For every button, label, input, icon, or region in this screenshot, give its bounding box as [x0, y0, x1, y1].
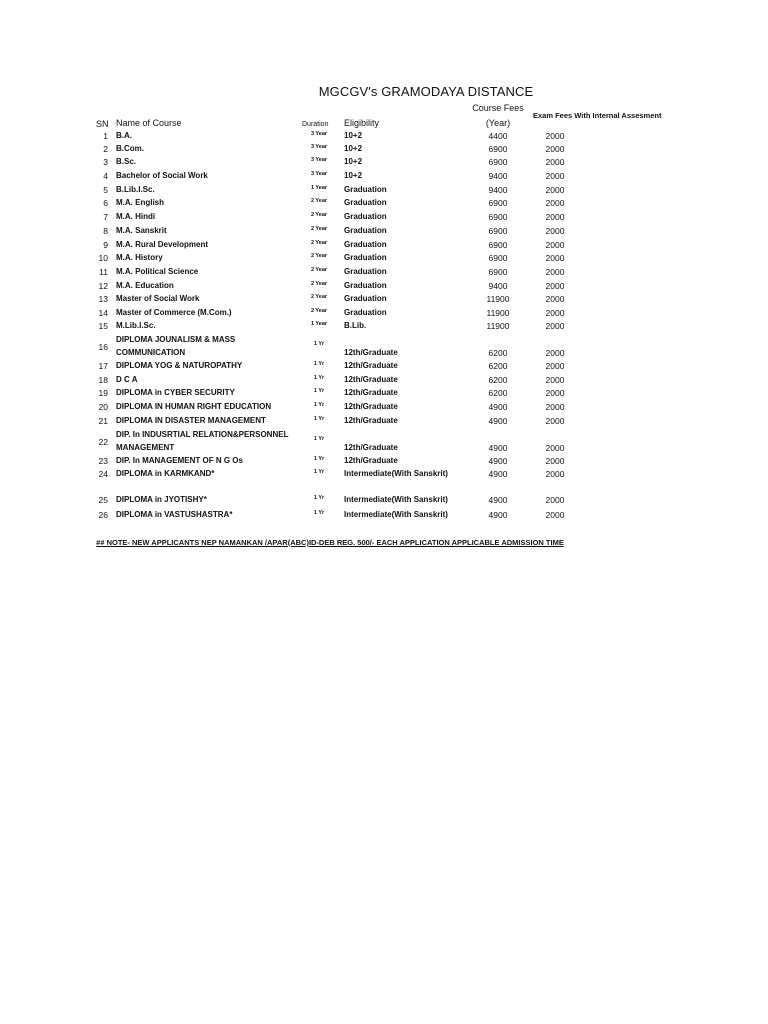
row-course-name: B.Sc. [116, 157, 137, 166]
row-exam-fee: 2000 [545, 456, 565, 466]
row-sn: 25 [98, 495, 108, 505]
row-course-name: DIPLOMA in JYOTISHY* [116, 495, 207, 504]
row-exam-fee: 2000 [545, 240, 565, 250]
row-course-fee: 4900 [488, 456, 508, 466]
header-fees-line2: (Year) [485, 118, 511, 128]
row-sn: 4 [103, 171, 108, 181]
row-course-fee: 6900 [488, 157, 508, 167]
row-sn: 5 [103, 185, 108, 195]
row-exam-fee: 2000 [545, 294, 565, 304]
row-sn: 9 [103, 240, 108, 250]
row-eligibility: 12th/Graduate [344, 402, 398, 411]
row-eligibility: 10+2 [344, 157, 363, 166]
row-course-fee: 6200 [488, 361, 508, 371]
row-course-name: M.A. Education [116, 281, 174, 290]
row-course-name: DIPLOMA in CYBER SECURITY [116, 388, 235, 397]
row-eligibility: 10+2 [344, 144, 363, 153]
row-duration: 1 Yr [313, 388, 325, 394]
row-eligibility: 12th/Graduate [344, 388, 398, 397]
row-course-name: M.A. Political Science [116, 267, 199, 276]
page-title [0, 84, 768, 99]
row-duration: 1 Yr [313, 456, 325, 462]
row-course-fee: 11900 [486, 294, 510, 304]
row-exam-fee: 2000 [545, 212, 565, 222]
row-course-fee: 4400 [488, 131, 508, 141]
row-exam-fee: 2000 [545, 469, 565, 479]
row-exam-fee: 2000 [545, 171, 565, 181]
row-eligibility: Intermediate(With Sanskrit) [344, 510, 448, 519]
row-course-fee: 6900 [488, 198, 508, 208]
row-sn: 14 [98, 308, 108, 318]
row-sn: 13 [98, 294, 108, 304]
row-sn: 1 [103, 131, 108, 141]
row-course-name: B.A. [116, 131, 132, 140]
row-course-fee: 11900 [486, 321, 510, 331]
row-course-name: Master of Social Work [116, 294, 200, 303]
row-course-name: M.A. History [116, 253, 163, 262]
row-course-name: DIPLOMA YOG & NATUROPATHY [116, 361, 243, 370]
row-eligibility: Graduation [344, 294, 387, 303]
row-eligibility: Graduation [344, 185, 387, 194]
row-eligibility: 12th/Graduate [344, 443, 398, 452]
row-sn: 10 [98, 253, 108, 263]
row-duration: 2 Year [310, 267, 328, 273]
row-eligibility: 10+2 [344, 171, 363, 180]
row-course-name: DIPLOMA in KARMKAND* [116, 469, 215, 478]
row-course-name: DIP. In INDUSRTIAL RELATION&PERSONNEL [116, 430, 289, 439]
row-exam-fee: 2000 [545, 361, 565, 371]
row-exam-fee: 2000 [545, 157, 565, 167]
row-course-fee: 4900 [488, 495, 508, 505]
row-exam-fee: 2000 [545, 198, 565, 208]
row-duration: 2 Year [310, 308, 328, 314]
row-course-fee: 4900 [488, 416, 508, 426]
row-eligibility: 12th/Graduate [344, 456, 398, 465]
row-exam-fee: 2000 [545, 131, 565, 141]
row-duration: 3 Year [310, 171, 328, 177]
row-course-name: B.Com. [116, 144, 144, 153]
row-course-fee: 6900 [488, 144, 508, 154]
row-sn: 8 [103, 226, 108, 236]
row-duration: 3 Year [310, 144, 328, 150]
row-exam-fee: 2000 [545, 267, 565, 277]
row-duration: 1 Yr [313, 510, 325, 516]
row-duration: 2 Year [310, 226, 328, 232]
row-sn: 15 [98, 321, 108, 331]
row-course-name: DIPLOMA IN HUMAN RIGHT EDUCATION [116, 402, 272, 411]
row-course-fee: 6900 [488, 253, 508, 263]
row-duration: 1 Yr [313, 361, 325, 367]
row-course-fee: 6900 [488, 226, 508, 236]
row-course-name: M.A. Hindi [116, 212, 156, 221]
row-eligibility: Intermediate(With Sanskrit) [344, 495, 448, 504]
row-course-name: D C A [116, 375, 138, 384]
row-exam-fee: 2000 [545, 495, 565, 505]
row-sn: 12 [98, 281, 108, 291]
row-sn: 16 [98, 342, 108, 352]
row-course-fee: 4900 [488, 402, 508, 412]
header-duration: Duration [302, 121, 329, 128]
row-sn: 21 [98, 416, 108, 426]
row-exam-fee: 2000 [545, 308, 565, 318]
row-eligibility: Graduation [344, 281, 387, 290]
row-eligibility: Graduation [344, 212, 387, 221]
row-exam-fee: 2000 [545, 416, 565, 426]
row-sn: 24 [98, 469, 108, 479]
row-course-fee: 6900 [488, 267, 508, 277]
header-eligibility: Eligibility [344, 118, 380, 128]
row-course-fee: 9400 [488, 185, 508, 195]
row-course-name: Master of Commerce (M.Com.) [116, 308, 232, 317]
row-duration: 2 Year [310, 294, 328, 300]
row-eligibility: Graduation [344, 308, 387, 317]
row-duration: 1 Yr [313, 341, 325, 347]
row-exam-fee: 2000 [545, 185, 565, 195]
row-course-name-line2: COMMUNICATION [116, 348, 186, 357]
row-duration: 1 Year [310, 185, 328, 191]
page-title-text: MGCGV's GRAMODAYA DISTANCE [318, 84, 534, 99]
row-sn: 22 [98, 437, 108, 447]
row-course-fee: 9400 [488, 171, 508, 181]
row-course-name: DIP. In MANAGEMENT OF N G Os [116, 456, 243, 465]
row-duration: 2 Year [310, 198, 328, 204]
row-eligibility: 12th/Graduate [344, 361, 398, 370]
row-eligibility: 10+2 [344, 131, 363, 140]
row-sn: 7 [103, 212, 108, 222]
row-eligibility: Graduation [344, 267, 387, 276]
row-course-name: DIPLOMA JOUNALISM & MASS [116, 335, 236, 344]
row-duration: 1 Yr [313, 375, 325, 381]
row-eligibility: Intermediate(With Sanskrit) [344, 469, 448, 478]
row-duration: 1 Yr [313, 469, 325, 475]
row-eligibility: Graduation [344, 198, 387, 207]
row-eligibility: 12th/Graduate [344, 375, 398, 384]
row-course-fee: 6200 [488, 388, 508, 398]
row-sn: 20 [98, 402, 108, 412]
row-exam-fee: 2000 [545, 443, 565, 453]
row-sn: 18 [98, 375, 108, 385]
row-sn: 11 [99, 267, 108, 277]
row-sn: 26 [98, 510, 108, 520]
row-duration: 3 Year [310, 157, 328, 163]
row-exam-fee: 2000 [545, 402, 565, 412]
row-course-name: Bachelor of Social Work [116, 171, 208, 180]
row-duration: 2 Year [310, 253, 328, 259]
row-course-fee: 4900 [488, 510, 508, 520]
row-course-fee: 6200 [488, 348, 508, 358]
note [0, 538, 768, 547]
row-sn: 23 [98, 456, 108, 466]
row-course-fee: 9400 [488, 281, 508, 291]
row-exam-fee: 2000 [545, 375, 565, 385]
header-fees-line1: Course Fees [472, 103, 524, 113]
row-eligibility: Graduation [344, 240, 387, 249]
row-sn: 3 [103, 157, 108, 167]
row-sn: 17 [98, 361, 108, 371]
row-eligibility: B.Lib. [344, 321, 367, 330]
row-duration: 1 Yr [313, 495, 325, 501]
row-duration: 2 Year [310, 212, 328, 218]
row-course-fee: 6900 [488, 240, 508, 250]
note-text: ## NOTE- NEW APPLICANTS NEP NAMANKAN /APAR(ABC)ID-DEB REG. 500/- EACH APPLICATION APPLICABLE ADMISSION TIME [96, 538, 564, 547]
row-course-fee: 4900 [488, 469, 508, 479]
row-eligibility: 12th/Graduate [344, 348, 398, 357]
row-course-name: M.Lib.I.Sc. [116, 321, 156, 330]
row-eligibility: Graduation [344, 226, 387, 235]
row-duration: 1 Yr [313, 402, 325, 408]
row-eligibility: Graduation [344, 253, 387, 262]
row-course-name: M.A. English [116, 198, 164, 207]
row-exam-fee: 2000 [545, 321, 565, 331]
row-exam-fee: 2000 [545, 144, 565, 154]
row-exam-fee: 2000 [545, 253, 565, 263]
row-exam-fee: 2000 [545, 226, 565, 236]
row-duration: 3 Year [310, 131, 328, 137]
row-course-fee: 6900 [488, 212, 508, 222]
row-course-name: B.Lib.I.Sc. [116, 185, 155, 194]
row-course-name: DIPLOMA IN DISASTER MANAGEMENT [116, 416, 266, 425]
row-course-name: DIPLOMA in VASTUSHASTRA* [116, 510, 233, 519]
row-duration: 1 Year [310, 321, 328, 327]
header-exam: Exam Fees With Internal Assesment [533, 111, 662, 120]
row-duration: 1 Yr [313, 416, 325, 422]
row-exam-fee: 2000 [545, 510, 565, 520]
row-duration: 2 Year [310, 281, 328, 287]
row-duration: 1 Yr [313, 436, 325, 442]
row-course-name-line2: MANAGEMENT [116, 443, 175, 452]
row-course-fee: 11900 [486, 308, 510, 318]
row-course-name: M.A. Rural Development [116, 240, 209, 249]
row-exam-fee: 2000 [545, 388, 565, 398]
header-name: Name of Course [116, 118, 182, 128]
row-course-fee: 6200 [488, 375, 508, 385]
row-eligibility: 12th/Graduate [344, 416, 398, 425]
row-sn: 19 [98, 388, 108, 398]
row-exam-fee: 2000 [545, 348, 565, 358]
row-duration: 2 Year [310, 240, 328, 246]
header-sn: SN [96, 119, 109, 129]
row-course-name: M.A. Sanskrit [116, 226, 167, 235]
row-sn: 6 [103, 198, 108, 208]
row-sn: 2 [103, 144, 108, 154]
row-course-fee: 4900 [488, 443, 508, 453]
row-exam-fee: 2000 [545, 281, 565, 291]
